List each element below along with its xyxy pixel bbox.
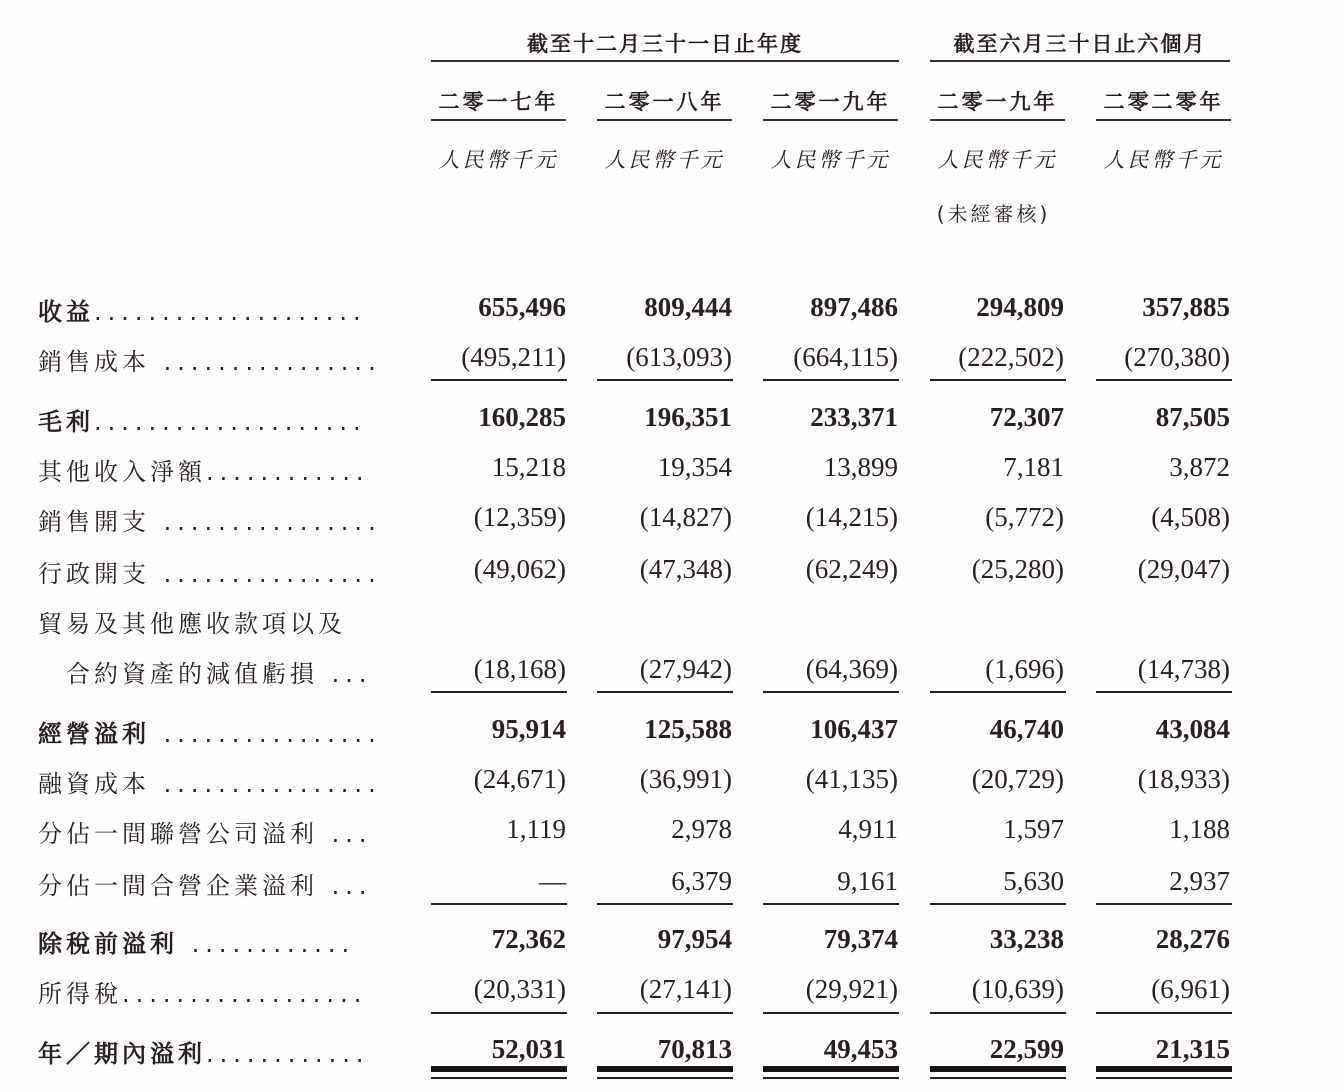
cell-value: (222,502) [958,342,1064,372]
subtotal-rule [431,1012,567,1014]
cell-value: 106,437 [810,714,898,744]
row-label-text: 所得稅 [38,980,122,1008]
subtotal-rule [930,379,1066,381]
cell-value: 70,813 [657,1034,732,1064]
subtotal-rule [930,1012,1066,1014]
subtotal-rule [597,1012,733,1014]
group-header-six-months: 截至六月三十日止六個月 [953,32,1207,56]
subtotal-rule [763,903,899,905]
leader-dots: ............ [206,458,370,486]
cell-value: (41,135) [805,764,898,794]
column-rule [763,119,898,121]
row-label-text: 行政開支 [38,560,150,588]
column-unit: 人民幣千元 [438,148,559,172]
cell-value: (29,921) [805,974,898,1004]
row-label-text: 合約資產的減值虧損 [38,660,318,688]
cell-value: 357,885 [1142,292,1230,322]
row-label-text: 年／期內溢利 [38,1040,206,1068]
cell-value: (62,249) [805,554,898,584]
subtotal-rule [930,691,1066,693]
column-rule [930,119,1065,121]
subtotal-rule [763,1066,899,1072]
row-label [38,342,406,377]
cell-value: 294,809 [976,292,1064,322]
cell-value: (27,141) [639,974,732,1004]
row-label [38,814,406,849]
cell-value: (6,961) [1151,974,1230,1004]
cell-value: 46,740 [989,714,1064,744]
row-label-text: 貿易及其他應收款項以及 [38,610,346,638]
subtotal-rule [1096,1066,1232,1072]
cell-value: (12,359) [473,502,566,532]
subtotal-rule [1096,1077,1232,1079]
row-label [38,554,406,589]
column-header-2017: 二零一七年 [438,90,559,114]
cell-value: 72,362 [491,924,566,954]
cell-value: 1,119 [506,814,566,844]
column-unit: 人民幣千元 [1103,148,1224,172]
group-header-annual: 截至十二月三十一日止年度 [527,32,803,56]
leader-dots: ................ [150,560,382,588]
cell-value: (27,942) [639,654,732,684]
unaudited-note: (未經審核) [936,202,1051,226]
subtotal-rule [597,379,733,381]
subtotal-rule [763,1012,899,1014]
subtotal-rule [1096,379,1232,381]
cell-value: (270,380) [1124,342,1230,372]
cell-value: (49,062) [473,554,566,584]
cell-value: 22,599 [989,1034,1064,1064]
subtotal-rule [1096,691,1232,693]
row-label [38,866,406,901]
column-header-2019-h1: 二零一九年 [937,90,1058,114]
row-label-text: 毛利 [38,408,94,436]
group-rule-six-months [930,60,1230,62]
cell-value: 9,161 [837,866,898,896]
subtotal-rule [930,1077,1066,1079]
row-label [38,924,406,959]
cell-value: 49,453 [823,1034,898,1064]
row-label [38,452,406,487]
cell-value: (495,211) [461,342,566,372]
row-label-text: 經營溢利 [38,720,150,748]
leader-dots: ................ [150,770,382,798]
row-label-text: 分佔一間聯營公司溢利 [38,820,318,848]
cell-value: 809,444 [644,292,732,322]
cell-value: (18,168) [473,654,566,684]
leader-dots: ................ [150,508,382,536]
cell-value: (29,047) [1137,554,1230,584]
subtotal-rule [1096,1012,1232,1014]
leader-dots: ............ [178,930,356,958]
row-label-text: 融資成本 [38,770,150,798]
cell-value: 6,379 [671,866,732,896]
subtotal-rule [597,1066,733,1072]
subtotal-rule [597,691,733,693]
cell-value: 52,031 [491,1034,566,1064]
row-label [38,974,406,1009]
subtotal-rule [930,1066,1066,1072]
cell-value: 196,351 [644,402,732,432]
row-label [38,402,406,437]
cell-value: 3,872 [1169,452,1230,482]
row-label [38,654,406,689]
cell-value: 97,954 [657,924,732,954]
row-label [38,764,406,799]
cell-value: (14,827) [639,502,732,532]
row-label-text: 除稅前溢利 [38,930,178,958]
subtotal-rule [1096,903,1232,905]
subtotal-rule [431,1066,567,1072]
cell-value: 5,630 [1003,866,1064,896]
subtotal-rule [597,1077,733,1079]
row-label-text: 分佔一間合營企業溢利 [38,872,318,900]
leader-dots: ... [318,820,373,848]
cell-value: (64,369) [805,654,898,684]
leader-dots: ................ [150,348,382,376]
subtotal-rule [431,379,567,381]
cell-value: 4,911 [838,814,898,844]
cell-value: 655,496 [478,292,566,322]
cell-value: (4,508) [1151,502,1230,532]
column-header-2018: 二零一八年 [604,90,725,114]
leader-dots: ... [318,872,373,900]
column-rule [431,119,566,121]
cell-value: 897,486 [810,292,898,322]
cell-value: 13,899 [823,452,898,482]
cell-value: (14,215) [805,502,898,532]
row-label-text: 銷售開支 [38,508,150,536]
cell-value: (25,280) [971,554,1064,584]
cell-value: (613,093) [626,342,732,372]
cell-value: (20,729) [971,764,1064,794]
row-label-text: 收益 [38,298,94,326]
column-header-2019: 二零一九年 [770,90,891,114]
leader-dots: ... [318,660,373,688]
subtotal-rule [431,903,567,905]
subtotal-rule [763,379,899,381]
cell-value: 87,505 [1155,402,1230,432]
row-label [38,292,406,327]
cell-value: 160,285 [478,402,566,432]
column-header-2020-h1: 二零二零年 [1103,90,1224,114]
subtotal-rule [431,691,567,693]
cell-value: 15,218 [491,452,566,482]
row-label [38,502,406,537]
subtotal-rule [763,1077,899,1079]
cell-value: 233,371 [810,402,898,432]
row-label [38,714,406,749]
leader-dots: .................. [122,980,368,1008]
cell-value: (5,772) [985,502,1064,532]
cell-value: 7,181 [1003,452,1064,482]
cell-value: 72,307 [989,402,1064,432]
cell-value: (14,738) [1137,654,1230,684]
row-label [38,604,406,639]
cell-value: (24,671) [473,764,566,794]
leader-dots: .................... [94,298,367,326]
leader-dots: ................ [150,720,382,748]
cell-value: (20,331) [473,974,566,1004]
cell-value: (18,933) [1137,764,1230,794]
cell-value: (1,696) [985,654,1064,684]
cell-value: 28,276 [1155,924,1230,954]
cell-value: — [539,866,566,896]
column-rule [597,119,732,121]
row-label-text: 其他收入淨額 [38,458,206,486]
cell-value: 2,937 [1169,866,1230,896]
cell-value: 1,188 [1169,814,1230,844]
cell-value: 21,315 [1155,1034,1230,1064]
column-unit: 人民幣千元 [604,148,725,172]
leader-dots: .................... [94,408,367,436]
subtotal-rule [597,903,733,905]
cell-value: (36,991) [639,764,732,794]
cell-value: 19,354 [657,452,732,482]
row-label-text: 銷售成本 [38,348,150,376]
cell-value: 95,914 [491,714,566,744]
cell-value: 43,084 [1155,714,1230,744]
row-label [38,1034,406,1069]
cell-value: 33,238 [989,924,1064,954]
subtotal-rule [763,691,899,693]
cell-value: 125,588 [644,714,732,744]
cell-value: 79,374 [823,924,898,954]
column-rule [1096,119,1231,121]
leader-dots: ............ [206,1040,370,1068]
cell-value: (10,639) [971,974,1064,1004]
subtotal-rule [930,903,1066,905]
group-rule-annual [431,60,899,62]
cell-value: 1,597 [1003,814,1064,844]
cell-value: (47,348) [639,554,732,584]
cell-value: (664,115) [793,342,898,372]
column-unit: 人民幣千元 [937,148,1058,172]
subtotal-rule [431,1077,567,1079]
column-unit: 人民幣千元 [770,148,891,172]
cell-value: 2,978 [671,814,732,844]
